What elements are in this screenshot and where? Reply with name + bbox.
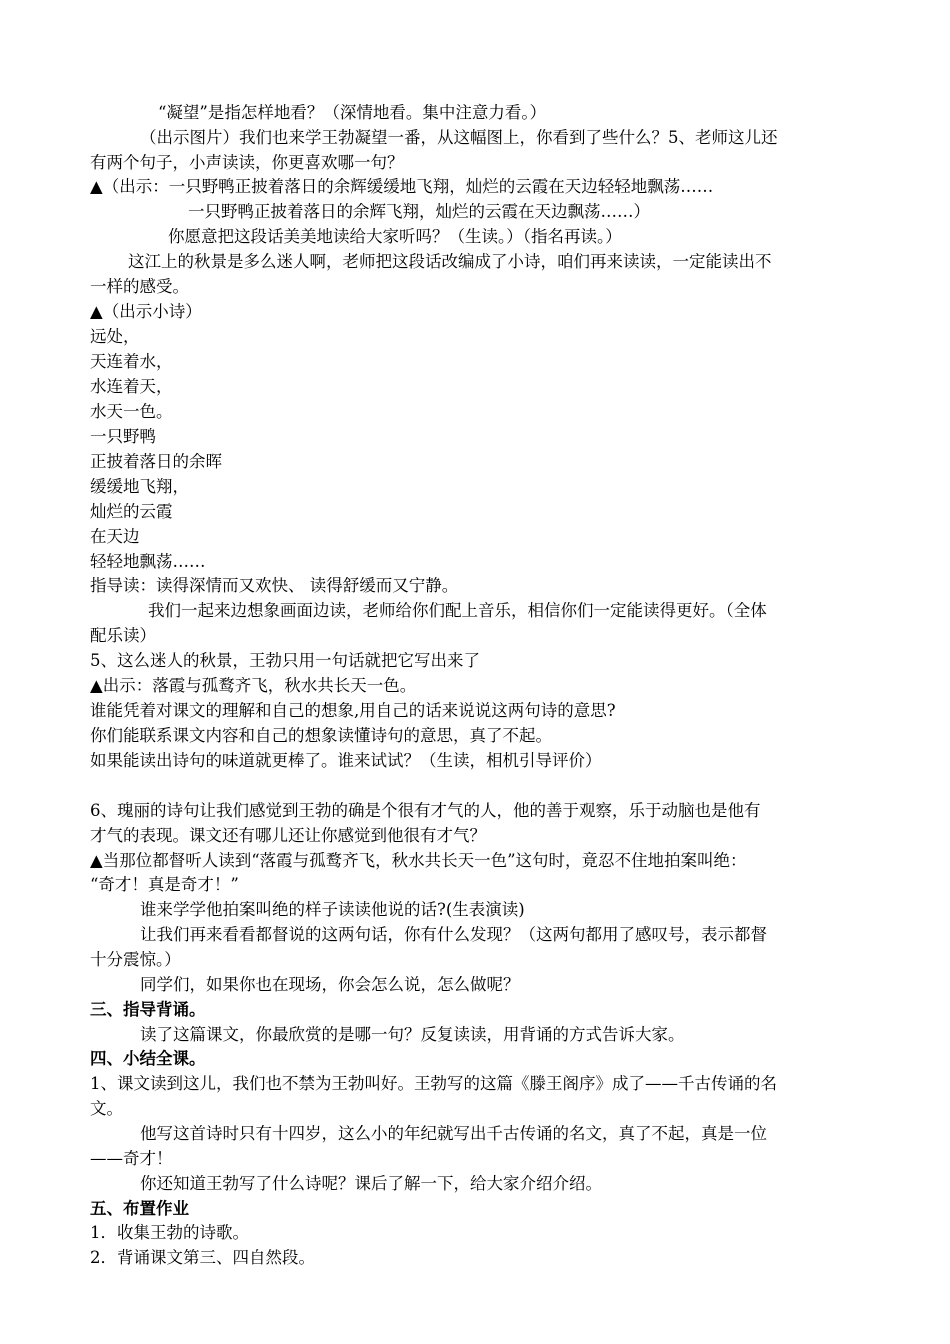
text-line: ▲出示：落霞与孤鹜齐飞，秋水共长天一色。 <box>90 676 417 695</box>
poem-line: 灿烂的云霞 <box>90 502 173 521</box>
text-line: 才气的表现。课文还有哪儿还让你感觉到他很有才气？ <box>90 826 486 845</box>
text-line: 指导读：读得深情而又欢快、 读得舒缓而又宁静。 <box>90 576 459 595</box>
text-line: 你愿意把这段话美美地读给大家听吗？（生读。）（指名再读。） <box>168 227 622 246</box>
text-line: 有两个句子，小声读读，你更喜欢哪一句？ <box>90 153 404 172</box>
section-heading: 五、布置作业 <box>90 1199 189 1218</box>
text-line: 同学们，如果你也在现场，你会怎么说，怎么做呢？ <box>140 975 520 994</box>
text-line: 2．背诵课文第三、四自然段。 <box>90 1248 315 1267</box>
text-line: “奇才！真是奇才！” <box>90 875 239 894</box>
text-line: 你们能联系课文内容和自己的想象读懂诗句的意思，真了不起。 <box>90 726 552 745</box>
poem-line: 在天边 <box>90 527 140 546</box>
text-line: “凝望”是指怎样地看？（深情地看。集中注意力看。） <box>158 103 547 122</box>
text-line: 如果能读出诗句的味道就更棒了。谁来试试？（生读，相机引导评价） <box>90 751 602 770</box>
text-line: 你还知道王勃写了什么诗呢？课后了解一下，给大家介绍介绍。 <box>140 1174 602 1193</box>
text-line: 十分震惊。） <box>90 950 181 969</box>
text-line: 一只野鸭正披着落日的余辉飞翔，灿烂的云霞在天边飘荡……） <box>188 202 650 221</box>
text-line: 让我们再来看看都督说的这两句话，你有什么发现？（这两句都用了感叹号，表示都督 <box>140 925 767 944</box>
poem-line: 缓缓地飞翔， <box>90 477 189 496</box>
text-line: 5、这么迷人的秋景，王勃只用一句话就把它写出来了 <box>90 651 480 670</box>
text-line: 读了这篇课文，你最欣赏的是哪一句？反复读读，用背诵的方式告诉大家。 <box>140 1025 685 1044</box>
text-line: 他写这首诗时只有十四岁，这么小的年纪就写出千古传诵的名文，真了不起，真是一位 <box>140 1124 767 1143</box>
text-line: （出示图片）我们也来学王勃凝望一番，从这幅图上，你看到了些什么？5、老师这儿还 <box>140 128 778 147</box>
section-heading: 三、指导背诵。 <box>90 1000 206 1019</box>
poem-line: 天连着水， <box>90 352 173 371</box>
poem-line: 远处， <box>90 327 140 346</box>
text-line: ——奇才！ <box>90 1149 173 1168</box>
text-line: 谁来学学他拍案叫绝的样子读读他说的话?(生表演读) <box>140 900 525 919</box>
text-line: 1、课文读到这儿，我们也不禁为王勃叫好。王勃写的这篇《滕王阁序》成了——千古传诵的名 <box>90 1074 777 1093</box>
poem-line: 水连着天， <box>90 377 173 396</box>
text-line: ▲（出示：一只野鸭正披着落日的余辉缓缓地飞翔，灿烂的云霞在天边轻轻地飘荡…… <box>90 177 714 196</box>
text-line: 谁能凭着对课文的理解和自己的想象,用自己的话来说说这两句诗的意思? <box>90 701 616 720</box>
poem-line: 正披着落日的余晖 <box>90 452 222 471</box>
text-line: 我们一起来边想象画面边读，老师给你们配上音乐，相信你们一定能读得更好。（全体 <box>148 601 767 620</box>
text-line: 1．收集王勃的诗歌。 <box>90 1223 249 1242</box>
text-line: ▲（出示小诗） <box>90 302 202 321</box>
text-line: 6、瑰丽的诗句让我们感觉到王勃的确是个很有才气的人，他的善于观察，乐于动脑也是他有 <box>90 801 761 820</box>
text-line: 配乐读） <box>90 626 156 645</box>
poem-line: 一只野鸭 <box>90 427 156 446</box>
section-heading: 四、小结全课。 <box>90 1049 206 1068</box>
text-line: 这江上的秋景是多么迷人啊，老师把这段话改编成了小诗，咱们再来读读，一定能读出不 <box>128 252 772 271</box>
text-line: 一样的感受。 <box>90 277 189 296</box>
poem-line: 水天一色。 <box>90 402 173 421</box>
text-line: ▲当那位都督听人读到“落霞与孤鹜齐飞，秋水共长天一色”这句时，竟忍不住地拍案叫绝： <box>90 851 747 870</box>
text-line: 文。 <box>90 1099 123 1118</box>
poem-line: 轻轻地飘荡…… <box>90 552 206 571</box>
